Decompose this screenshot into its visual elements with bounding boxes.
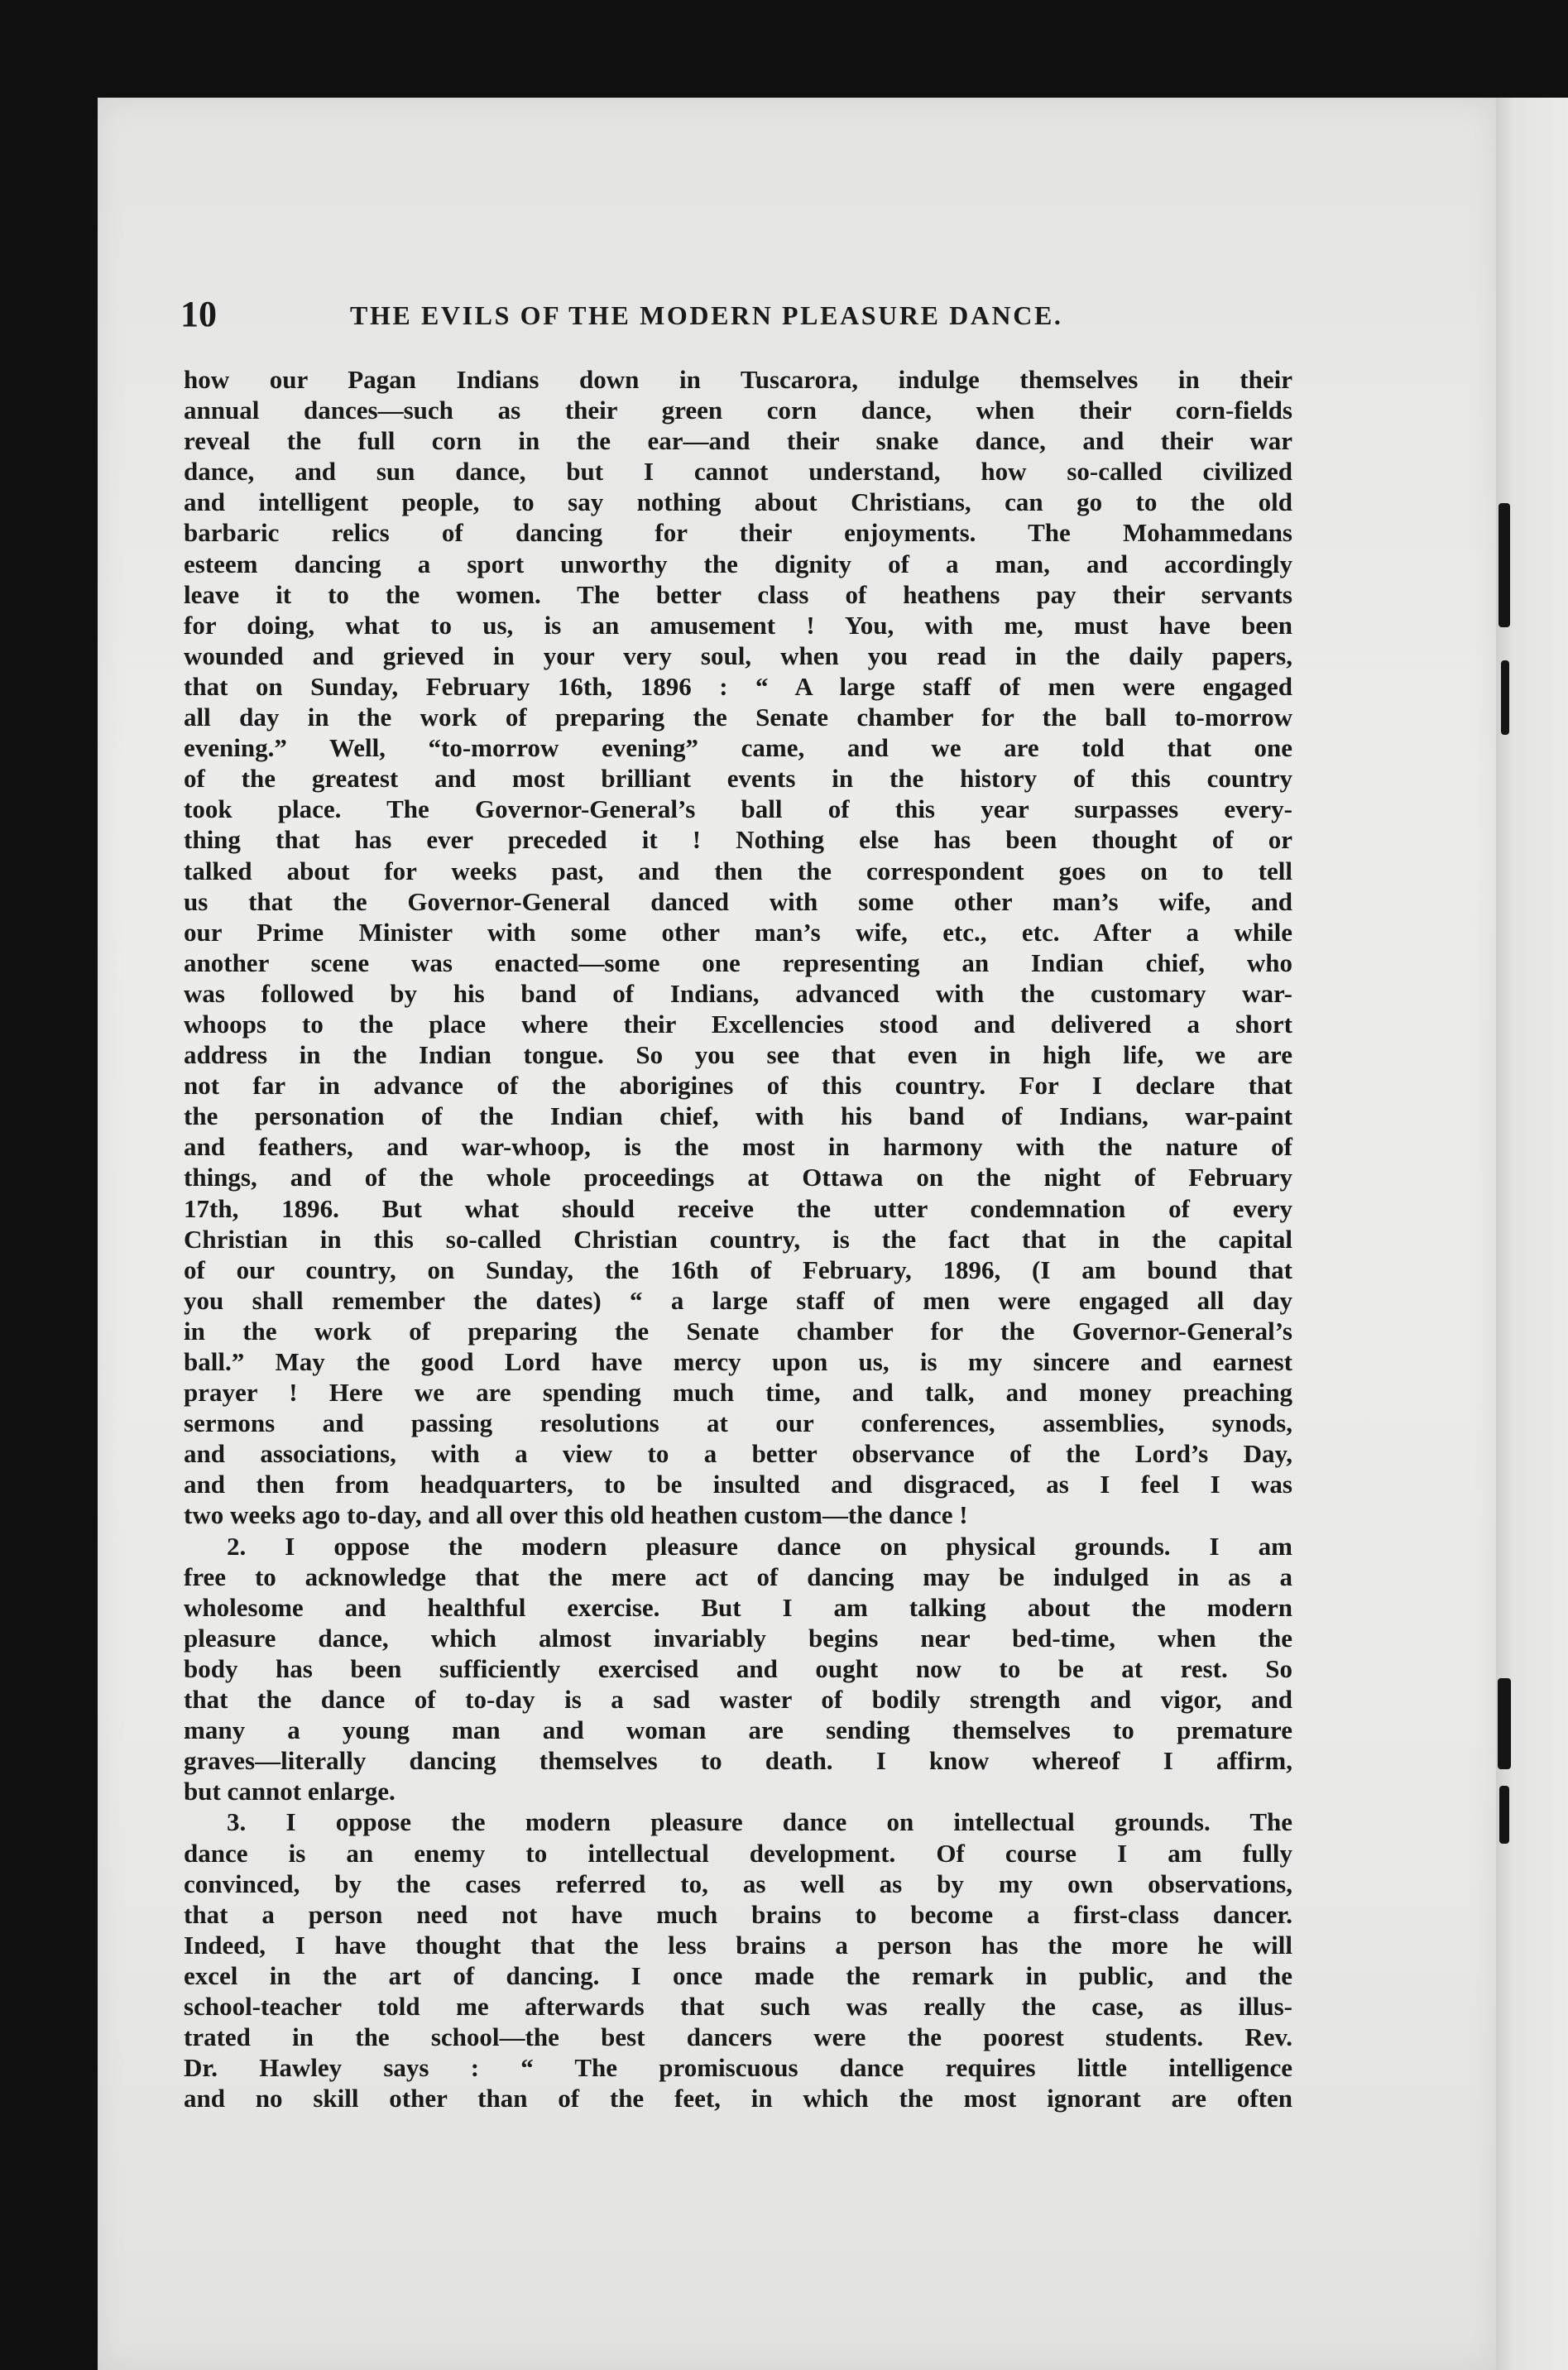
text-line: Christian in this so-called Christian country, is the fact that in the capital (184, 1224, 1292, 1254)
text-line: our Prime Minister with some other man’s wife, etc., etc. After a while (184, 917, 1292, 947)
text-line: evening.” Well, “to-morrow evening” came, and we are told that one (184, 733, 1292, 763)
text-line: 17th, 1896. But what should receive the utter condemnation of every (184, 1193, 1292, 1223)
text-line: another scene was enacted—some one representing an Indian chief, who (184, 948, 1292, 977)
text-line: talked about for weeks past, and then the correspondent goes on to tell (184, 856, 1292, 885)
page-header (180, 294, 1322, 335)
text-line: free to acknowledge that the mere act of dancing may be indulged in as a (184, 1562, 1292, 1591)
text-line: 2. I oppose the modern pleasure dance on physical grounds. I am (227, 1531, 1292, 1561)
text-line: graves—literally dancing themselves to death. I know whereof I affirm, (184, 1746, 1292, 1776)
text-line: address in the Indian tongue. So you see that even in high life, we are (184, 1040, 1292, 1070)
text-line: body has been sufficiently exercised and ought now to be at rest. So (184, 1653, 1292, 1683)
text-line: you shall remember the dates) “ a large staff of men were engaged all day (184, 1285, 1292, 1315)
text-line: ball.” May the good Lord have mercy upon us, is my sincere and earnest (184, 1347, 1292, 1376)
text-line: things, and of the whole proceedings at Ottawa on the night of February (184, 1163, 1292, 1192)
text-line: two weeks ago to-day, and all over this old heathen custom—the dance ! (184, 1500, 968, 1530)
text-line: trated in the school—the best dancers were the poorest students. Rev. (184, 2022, 1292, 2052)
binding-mark (1499, 1786, 1509, 1844)
text-line: convinced, by the cases referred to, as well as by my own observations, (184, 1869, 1292, 1898)
text-line: pleasure dance, which almost invariably begins near bed-time, when the (184, 1623, 1292, 1653)
text-line: sermons and passing resolutions at our conferences, assemblies, synods, (184, 1408, 1292, 1438)
body-text (184, 364, 1292, 2113)
text-line: took place. The Governor-General’s ball of this year surpasses every- (184, 794, 1292, 824)
text-line: 3. I oppose the modern pleasure dance on intellectual grounds. The (227, 1807, 1292, 1837)
text-line: in the work of preparing the Senate chamber for the Governor-General’s (184, 1316, 1292, 1346)
text-line: the personation of the Indian chief, with his band of Indians, war-paint (184, 1101, 1292, 1131)
text-line: Dr. Hawley says : “ The promiscuous dance requires little intelligence (184, 2053, 1292, 2083)
text-line: prayer ! Here we are spending much time, and talk, and money preaching (184, 1378, 1292, 1408)
text-line: leave it to the women. The better class of heathens pay their servants (184, 579, 1292, 609)
text-line: that on Sunday, February 16th, 1896 : “ A large staff of men were engaged (184, 671, 1292, 701)
text-line: dance is an enemy to intellectual development. Of course I am fully (184, 1838, 1292, 1868)
text-line: and associations, with a view to a better observance of the Lord’s Day, (184, 1439, 1292, 1469)
facing-page-edge (1496, 98, 1568, 2370)
page-number: 10 (180, 294, 217, 334)
text-line: thing that has ever preceded it ! Nothing else has been thought of or (184, 825, 1292, 855)
text-line: of our country, on Sunday, the 16th of February, 1896, (I am bound that (184, 1255, 1292, 1284)
text-line: wounded and grieved in your very soul, when you read in the daily papers, (184, 640, 1292, 670)
text-line: Indeed, I have thought that the less brains a person has the more he will (184, 1930, 1292, 1960)
text-line: annual dances—such as their green corn dance, when their corn-fields (184, 396, 1292, 425)
text-line: for doing, what to us, is an amusement ! You, with me, must have been (184, 610, 1292, 640)
text-line: whoops to the place where their Excellencies stood and delivered a short (184, 1009, 1292, 1039)
text-line: us that the Governor-General danced with some other man’s wife, and (184, 886, 1292, 916)
text-line: and no skill other than of the feet, in which the most ignorant are often (184, 2084, 1292, 2113)
text-line: many a young man and woman are sending themselves to premature (184, 1715, 1292, 1745)
text-line: and intelligent people, to say nothing about Christians, can go to the old (184, 487, 1292, 517)
text-line: excel in the art of dancing. I once made the remark in public, and the (184, 1960, 1292, 1990)
binding-mark (1501, 660, 1509, 735)
text-line: of the greatest and most brilliant events in the history of this country (184, 764, 1292, 794)
text-line: but cannot enlarge. (184, 1777, 396, 1806)
text-line: all day in the work of preparing the Senate chamber for the ball to-morrow (184, 703, 1292, 732)
running-title: THE EVILS OF THE MODERN PLEASURE DANCE. (350, 300, 1063, 330)
binding-mark (1498, 1678, 1511, 1769)
text-line: esteem dancing a sport unworthy the dignity of a man, and accordingly (184, 549, 1292, 578)
text-line: school-teacher told me afterwards that such was really the case, as illus- (184, 1991, 1292, 2021)
binding-mark (1498, 503, 1510, 627)
text-line: and feathers, and war-whoop, is the most in harmony with the nature of (184, 1132, 1292, 1162)
text-line: reveal the full corn in the ear—and their snake dance, and their war (184, 426, 1292, 456)
text-line: barbaric relics of dancing for their enjoyments. The Mohammedans (184, 518, 1292, 548)
text-line: was followed by his band of Indians, advanced with the customary war- (184, 978, 1292, 1008)
text-line: and then from headquarters, to be insulted and disgraced, as I feel I was (184, 1470, 1292, 1499)
text-line: that a person need not have much brains to become a first-class dancer. (184, 1899, 1292, 1929)
text-line: dance, and sun dance, but I cannot understand, how so-called civilized (184, 457, 1292, 487)
text-line: how our Pagan Indians down in Tuscarora, indulge themselves in their (184, 365, 1292, 394)
text-line: wholesome and healthful exercise. But I am talking about the modern (184, 1592, 1292, 1622)
text-line: that the dance of to-day is a sad waster of bodily strength and vigor, and (184, 1685, 1292, 1715)
text-line: not far in advance of the aborigines of this country. For I declare that (184, 1071, 1292, 1101)
